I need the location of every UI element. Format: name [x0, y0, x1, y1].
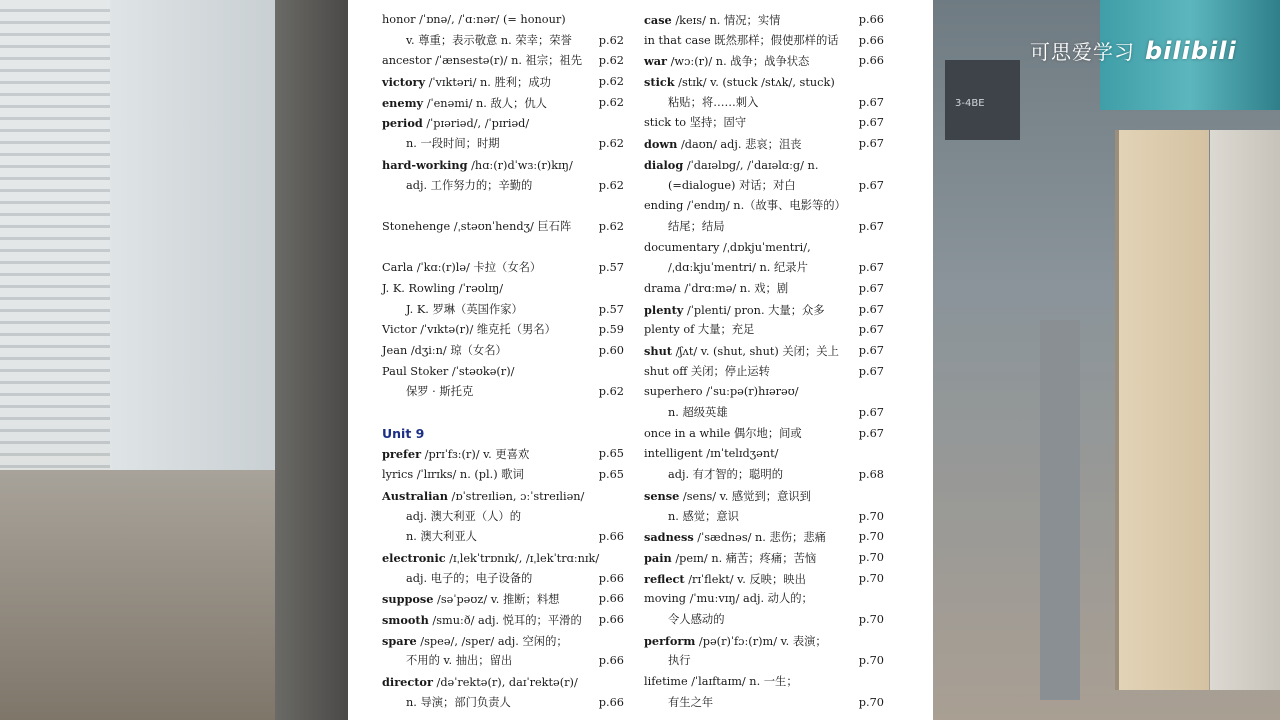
- definition: n. 超级英雄: [668, 406, 728, 420]
- definition: /ˈenəmi/ n. 敌人；仇人: [423, 96, 547, 110]
- entry-text: [644, 320, 754, 341]
- vocab-entry: [644, 444, 884, 465]
- definition: 粘贴；将……刺入: [668, 95, 759, 109]
- definition: /ˈsuːpə(r)hɪərəʊ/: [702, 385, 799, 399]
- headword: down: [644, 137, 678, 152]
- vocab-entry: [644, 279, 884, 300]
- definition: /stɪk/ v. (stuck /stʌk/, stuck): [674, 76, 835, 90]
- vocab-entry: [644, 320, 884, 341]
- entry-text: [382, 217, 571, 238]
- page-ref: p.66: [598, 695, 624, 709]
- definition: /ˈdaɪəlɒg/, /ˈdaɪəlɑːg/ n.: [683, 158, 819, 172]
- page-ref: p.70: [858, 612, 884, 626]
- vocab-entry: [382, 217, 624, 238]
- headword: stick to: [644, 116, 687, 130]
- page-ref: p.62: [598, 178, 624, 192]
- definition: /keɪs/ n. 情况；实情: [671, 14, 781, 27]
- vocab-entry: [644, 569, 884, 590]
- definition: /səˈpəʊz/ v. 推断；料想: [433, 593, 560, 607]
- page-ref: p.67: [858, 406, 884, 420]
- vocab-entry: [644, 217, 884, 238]
- headword: shut off: [644, 364, 688, 378]
- headword: case: [644, 13, 672, 27]
- definition: 不用的 v. 抽出；留出: [406, 654, 513, 668]
- entry-text: [382, 589, 559, 611]
- vocab-entry: [382, 31, 624, 52]
- page-ref: p.62: [598, 137, 624, 151]
- page-ref: p.66: [858, 33, 884, 47]
- room-sign: [945, 60, 1020, 140]
- entry-text: [644, 258, 808, 279]
- definition: n. 感觉；意识: [668, 509, 739, 523]
- definition: /ˌstəʊnˈhendʒ/ 巨石阵: [450, 219, 572, 233]
- page-ref: p.62: [598, 33, 624, 47]
- headword: plenty: [644, 302, 684, 317]
- definition: /ˌdɒkjuˈmentri/,: [719, 240, 811, 254]
- entry-text: [382, 548, 599, 570]
- vocab-entry: [382, 93, 624, 114]
- page-ref: p.67: [858, 281, 884, 295]
- definition: /ɪˌlekˈtrɒnɪk/, /ɪˌlekˈtrɑːnɪk/: [445, 551, 600, 565]
- entry-text: [644, 631, 827, 653]
- entry-text: [644, 465, 783, 486]
- page-ref: p.66: [598, 530, 624, 544]
- definition: 大量；充足: [694, 323, 755, 337]
- vocab-entry: [644, 238, 884, 259]
- entry-text: [644, 651, 691, 672]
- definition: 令人感动的: [668, 612, 725, 626]
- page-ref: p.67: [858, 137, 884, 151]
- definition: adj. 有才智的；聪明的: [668, 468, 784, 482]
- vocab-entry: [644, 527, 884, 548]
- page-ref: p.67: [858, 302, 884, 316]
- definition: /ˌdɑːkjuˈmentri/ n. 纪录片: [668, 261, 808, 275]
- vocab-entry: [644, 424, 884, 445]
- vocab-entry: [644, 548, 884, 569]
- entry-text: [644, 424, 802, 445]
- entry-text: [382, 93, 547, 115]
- headword: spare: [382, 633, 417, 648]
- entry-text: [644, 589, 813, 610]
- definition: /pə(r)ˈfɔː(r)m/ v. 表演；: [695, 634, 827, 648]
- unit-title: Unit 9: [382, 425, 425, 441]
- page-ref: p.68: [858, 468, 884, 482]
- page-ref: p.66: [858, 54, 884, 68]
- vocab-entry: [382, 631, 624, 652]
- right-column: [644, 10, 884, 713]
- headword: director: [382, 675, 433, 689]
- vocab-entry: [644, 300, 884, 321]
- headword: Stonehenge: [382, 219, 451, 233]
- vocab-entry: [382, 486, 624, 507]
- page-ref: p.65: [598, 447, 624, 461]
- page-ref: p.62: [598, 75, 624, 89]
- vocabulary-page: [348, 0, 933, 720]
- entry-text: [382, 693, 511, 714]
- entry-text: [644, 693, 713, 714]
- definition: adj. 澳大利亚（人）的: [406, 509, 522, 523]
- vocab-entry: [382, 362, 624, 383]
- headword: ancestor: [382, 54, 432, 68]
- page-ref: p.57: [598, 302, 624, 316]
- definition: adj. 电子的；电子设备的: [406, 571, 533, 585]
- watermark-text: 可思爱学习: [1030, 40, 1135, 64]
- vocab-entry: [644, 93, 884, 114]
- headword: J. K. Rowling: [382, 281, 456, 295]
- headword: smooth: [382, 612, 429, 627]
- vocab-entry: [644, 589, 884, 610]
- definition: 关闭；停止运转: [687, 364, 770, 378]
- vocab-entry: [644, 693, 884, 714]
- definition: 保罗 · 斯托克: [406, 385, 474, 399]
- page-ref: p.67: [858, 261, 884, 275]
- headword: sadness: [644, 530, 694, 545]
- entry-text: [644, 93, 758, 114]
- definition: /dʒiːn/ 琼（女名）: [407, 344, 507, 357]
- definition: /ˈlaɪftaɪm/ n. 一生；: [687, 675, 798, 688]
- vocab-entry: [382, 569, 624, 590]
- entry-text: [644, 72, 835, 94]
- headword: Paul Stoker: [382, 364, 449, 378]
- vocab-entry: [382, 113, 624, 134]
- definition: v. 尊重；表示敬意 n. 荣幸；荣誉: [406, 33, 572, 47]
- entry-text: [644, 238, 811, 259]
- definition: /sens/ v. 感觉到；意识到: [679, 489, 811, 503]
- page-ref: p.66: [598, 654, 624, 668]
- vocab-entry: [382, 651, 624, 672]
- entry-text: [644, 134, 802, 156]
- headword: victory: [382, 75, 426, 90]
- page-ref: p.67: [858, 426, 884, 440]
- entry-text: [382, 72, 551, 94]
- page-ref: p.67: [858, 95, 884, 109]
- entry-text: [644, 113, 746, 134]
- headword: ending: [644, 199, 684, 213]
- vocab-entry: [644, 341, 884, 362]
- blank-line: [382, 403, 624, 424]
- entry-text: [644, 196, 846, 217]
- definition: /hɑː(r)dˈwɜː(r)kɪŋ/: [467, 158, 573, 172]
- headword: dialog: [644, 157, 684, 172]
- vocab-entry: [644, 465, 884, 486]
- definition: /speə/, /sper/ adj. 空闲的；: [416, 634, 568, 648]
- definition: /smuːð/ adj. 悦耳的；平滑的: [428, 613, 582, 627]
- definition: 结尾；结局: [668, 219, 725, 233]
- entry-text: [382, 507, 521, 528]
- vocab-entry: [382, 465, 624, 486]
- headword: prefer: [382, 447, 422, 462]
- vocab-entry: [382, 300, 624, 321]
- vocab-entry: [382, 610, 624, 631]
- entry-text: [382, 155, 573, 177]
- entry-text: [644, 672, 798, 693]
- vocab-entry: [644, 10, 884, 31]
- entry-text: [644, 569, 806, 591]
- headword: Victor: [382, 323, 417, 337]
- entry-text: [382, 672, 578, 694]
- door: [1115, 130, 1209, 690]
- room-sign-text: 3-4BE: [955, 98, 985, 109]
- entry-text: [644, 217, 725, 238]
- definition: /ˈplenti/ pron. 大量；众多: [683, 303, 825, 317]
- headword: Carla: [382, 261, 414, 275]
- vocab-entry: [644, 72, 884, 93]
- door-frame: [1040, 320, 1080, 700]
- definition: /wɔː(r)/ n. 战争；战争状态: [667, 55, 810, 69]
- vocab-entry: [644, 382, 884, 403]
- definition: /ˈvɪktəri/ n. 胜利；成功: [425, 76, 551, 90]
- vocab-entry: [382, 155, 624, 176]
- entry-text: [644, 10, 780, 32]
- headword: electronic: [382, 550, 446, 565]
- definition: /ʃʌt/ v. (shut, shut) 关闭；关上: [672, 345, 839, 358]
- vocab-entry: [382, 527, 624, 548]
- page-ref: p.66: [858, 13, 884, 26]
- headword: Jean: [382, 344, 408, 357]
- vocab-entry: [644, 176, 884, 197]
- definition: /ˈstəʊkə(r)/: [448, 364, 515, 378]
- headword: plenty of: [644, 323, 695, 337]
- entry-text: [382, 382, 473, 403]
- vocab-entry: [382, 10, 624, 31]
- definition: /ˈvɪktə(r)/ 维克托（男名）: [416, 323, 556, 337]
- entry-text: [382, 444, 529, 466]
- definition: 既然那样；假使那样的话: [710, 33, 839, 47]
- vocab-entry: [382, 382, 624, 403]
- vocab-entry: [382, 279, 624, 300]
- floor-left: [0, 470, 280, 720]
- definition: /ˈmuːvɪŋ/ adj. 动人的；: [686, 592, 813, 606]
- headword: shut: [644, 344, 673, 358]
- entry-text: [644, 486, 811, 508]
- definition: /ˈkɑː(r)lə/ 卡拉（女名）: [413, 261, 542, 275]
- definition: /ˈendɪŋ/ n.（故事、电影等的）: [683, 199, 846, 213]
- vocab-entry: [644, 631, 884, 652]
- entry-text: [382, 176, 532, 197]
- vocab-entry: [644, 651, 884, 672]
- definition: n. 导演；部门负责人: [406, 695, 511, 709]
- vocab-entry: [382, 320, 624, 341]
- headword: intelligent: [644, 447, 703, 461]
- headword: suppose: [382, 592, 434, 607]
- definition: /ˈsædnəs/ n. 悲伤；悲痛: [693, 531, 826, 545]
- headword: drama: [644, 281, 681, 295]
- page-ref: p.62: [598, 385, 624, 399]
- definition: /peɪn/ n. 痛苦；疼痛；苦恼: [671, 551, 817, 565]
- page-ref: p.66: [598, 612, 624, 626]
- entry-text: [382, 134, 500, 155]
- entry-text: [644, 155, 818, 177]
- definition: n. 一段时间；时期: [406, 137, 500, 151]
- door-right: [1210, 130, 1280, 690]
- entry-text: [382, 569, 532, 590]
- page-ref: p.62: [598, 54, 624, 68]
- entry-text: [644, 527, 826, 549]
- entry-text: [644, 51, 809, 73]
- window-blinds: [0, 0, 110, 470]
- entry-text: [382, 320, 556, 341]
- definition: /ˈpɪəriəd/, /ˈpɪriəd/: [422, 117, 530, 131]
- definition: 坚持；固守: [686, 116, 747, 130]
- vocab-entry: [382, 134, 624, 155]
- definition: /ˈænsestə(r)/ n. 祖宗；祖先: [431, 54, 583, 68]
- entry-text: [382, 486, 584, 508]
- vocab-entry: [644, 31, 884, 52]
- vocab-entry: [644, 51, 884, 72]
- entry-text: [382, 31, 572, 52]
- definition: /ˈdrɑːmə/ n. 戏；剧: [680, 281, 789, 295]
- headword: once in a while: [644, 426, 731, 440]
- headword: lyrics: [382, 468, 414, 482]
- entry-text: [644, 610, 725, 631]
- page-ref: p.67: [858, 219, 884, 233]
- page-ref: p.70: [858, 695, 884, 709]
- entry-text: [382, 527, 477, 548]
- vocab-entry: [382, 258, 624, 279]
- page-ref: p.59: [598, 323, 624, 337]
- page-ref: p.70: [858, 509, 884, 523]
- blank-line: [382, 196, 624, 217]
- page-ref: p.67: [858, 344, 884, 357]
- entry-text: [644, 279, 788, 300]
- page-ref: p.66: [598, 592, 624, 606]
- entry-text: [382, 362, 514, 383]
- vocab-entry: [382, 507, 624, 528]
- page-ref: p.70: [858, 530, 884, 544]
- vocab-entry: [382, 341, 624, 362]
- vocab-entry: [644, 196, 884, 217]
- entry-text: [644, 31, 839, 52]
- headword: documentary: [644, 240, 720, 254]
- entry-text: [382, 610, 582, 632]
- vocab-entry: [382, 72, 624, 93]
- entry-text: [382, 258, 541, 279]
- vocab-entry: [644, 672, 884, 693]
- vocab-entry: [382, 548, 624, 569]
- page-ref: p.62: [598, 219, 624, 233]
- definition: /daʊn/ adj. 悲哀；沮丧: [677, 138, 802, 152]
- headword: stick: [644, 75, 675, 90]
- vocab-entry: [644, 155, 884, 176]
- definition: 执行: [668, 654, 691, 668]
- definition: /prɪˈfɜː(r)/ v. 更喜欢: [421, 448, 530, 462]
- entry-text: [382, 300, 523, 321]
- definition: /dəˈrektə(r), daɪˈrektə(r)/: [432, 676, 578, 689]
- entry-text: [644, 362, 770, 383]
- vocab-entry: [382, 51, 624, 72]
- entry-text: [644, 507, 739, 528]
- vocab-entry: [644, 362, 884, 383]
- headword: perform: [644, 633, 696, 648]
- entry-text: [382, 10, 566, 31]
- definition: /rɪˈflekt/ v. 反映；映出: [684, 572, 806, 586]
- page-ref: p.67: [858, 323, 884, 337]
- vocab-entry: [644, 113, 884, 134]
- definition: J. K. 罗琳（英国作家）: [406, 302, 523, 316]
- entry-text: [644, 176, 796, 197]
- entry-text: [382, 465, 524, 486]
- definition: /ˈlɪrɪks/ n. (pl.) 歌词: [413, 468, 524, 482]
- headword: lifetime: [644, 675, 688, 688]
- definition: 偶尔地；间或: [730, 426, 802, 440]
- vocab-entry: [382, 444, 624, 465]
- entry-text: [382, 341, 507, 362]
- page-ref: p.57: [598, 261, 624, 275]
- page-ref: p.70: [858, 654, 884, 668]
- headword: Australian: [382, 488, 448, 503]
- definition: /ɪnˈtelɪdʒənt/: [702, 447, 779, 461]
- definition: /ɒˈstreɪliən, ɔːˈstreɪliən/: [447, 489, 585, 503]
- vocab-entry: [382, 693, 624, 714]
- entry-text: [382, 651, 512, 672]
- dark-panel: [275, 0, 348, 720]
- page-ref: p.67: [858, 364, 884, 378]
- definition: n. 澳大利亚人: [406, 530, 477, 544]
- unit-heading: [382, 424, 624, 445]
- watermark: [1030, 36, 1237, 65]
- headword: moving: [644, 592, 687, 606]
- entry-text: [644, 300, 825, 322]
- definition: /ˈrəʊlɪŋ/: [455, 281, 504, 295]
- definition: /ˈɒnə/, /ˈɑːnər/ (= honour): [415, 13, 566, 26]
- headword: superhero: [644, 385, 703, 399]
- page-ref: p.60: [598, 344, 624, 357]
- vocab-entry: [644, 610, 884, 631]
- vocab-entry: [644, 134, 884, 155]
- definition: adj. 工作努力的；辛勤的: [406, 178, 533, 192]
- vocab-entry: [644, 258, 884, 279]
- bilibili-logo: bilibili: [1145, 37, 1237, 65]
- vocab-entry: [644, 486, 884, 507]
- headword: honor: [382, 13, 416, 26]
- vocab-entry: [382, 176, 624, 197]
- entry-text: [644, 403, 728, 424]
- definition: (=dialogue) 对话；对白: [668, 178, 796, 192]
- vocab-entry: [382, 589, 624, 610]
- page-ref: p.70: [858, 550, 884, 564]
- definition: 有生之年: [668, 695, 714, 709]
- headword: hard-working: [382, 157, 468, 172]
- entry-text: [644, 548, 816, 570]
- page-ref: p.66: [598, 571, 624, 585]
- headword: war: [644, 54, 667, 69]
- headword: enemy: [382, 95, 424, 110]
- blank-line: [382, 238, 624, 259]
- page-ref: p.62: [598, 95, 624, 109]
- page-ref: p.67: [858, 116, 884, 130]
- page-ref: p.67: [858, 178, 884, 192]
- left-column: [382, 10, 624, 713]
- entry-text: [644, 341, 839, 363]
- entry-text: [382, 279, 503, 300]
- entry-text: [382, 631, 568, 653]
- entry-text: [382, 51, 582, 72]
- headword: in that case: [644, 33, 711, 47]
- headword: reflect: [644, 571, 685, 586]
- entry-text: [644, 444, 778, 465]
- headword: sense: [644, 488, 680, 503]
- vocab-entry: [644, 403, 884, 424]
- entry-text: [644, 382, 799, 403]
- vocab-entry: [382, 672, 624, 693]
- page-ref: p.65: [598, 468, 624, 482]
- entry-text: [382, 113, 529, 135]
- headword: period: [382, 116, 423, 131]
- vocab-entry: [644, 507, 884, 528]
- headword: pain: [644, 550, 672, 565]
- page-ref: p.70: [858, 571, 884, 585]
